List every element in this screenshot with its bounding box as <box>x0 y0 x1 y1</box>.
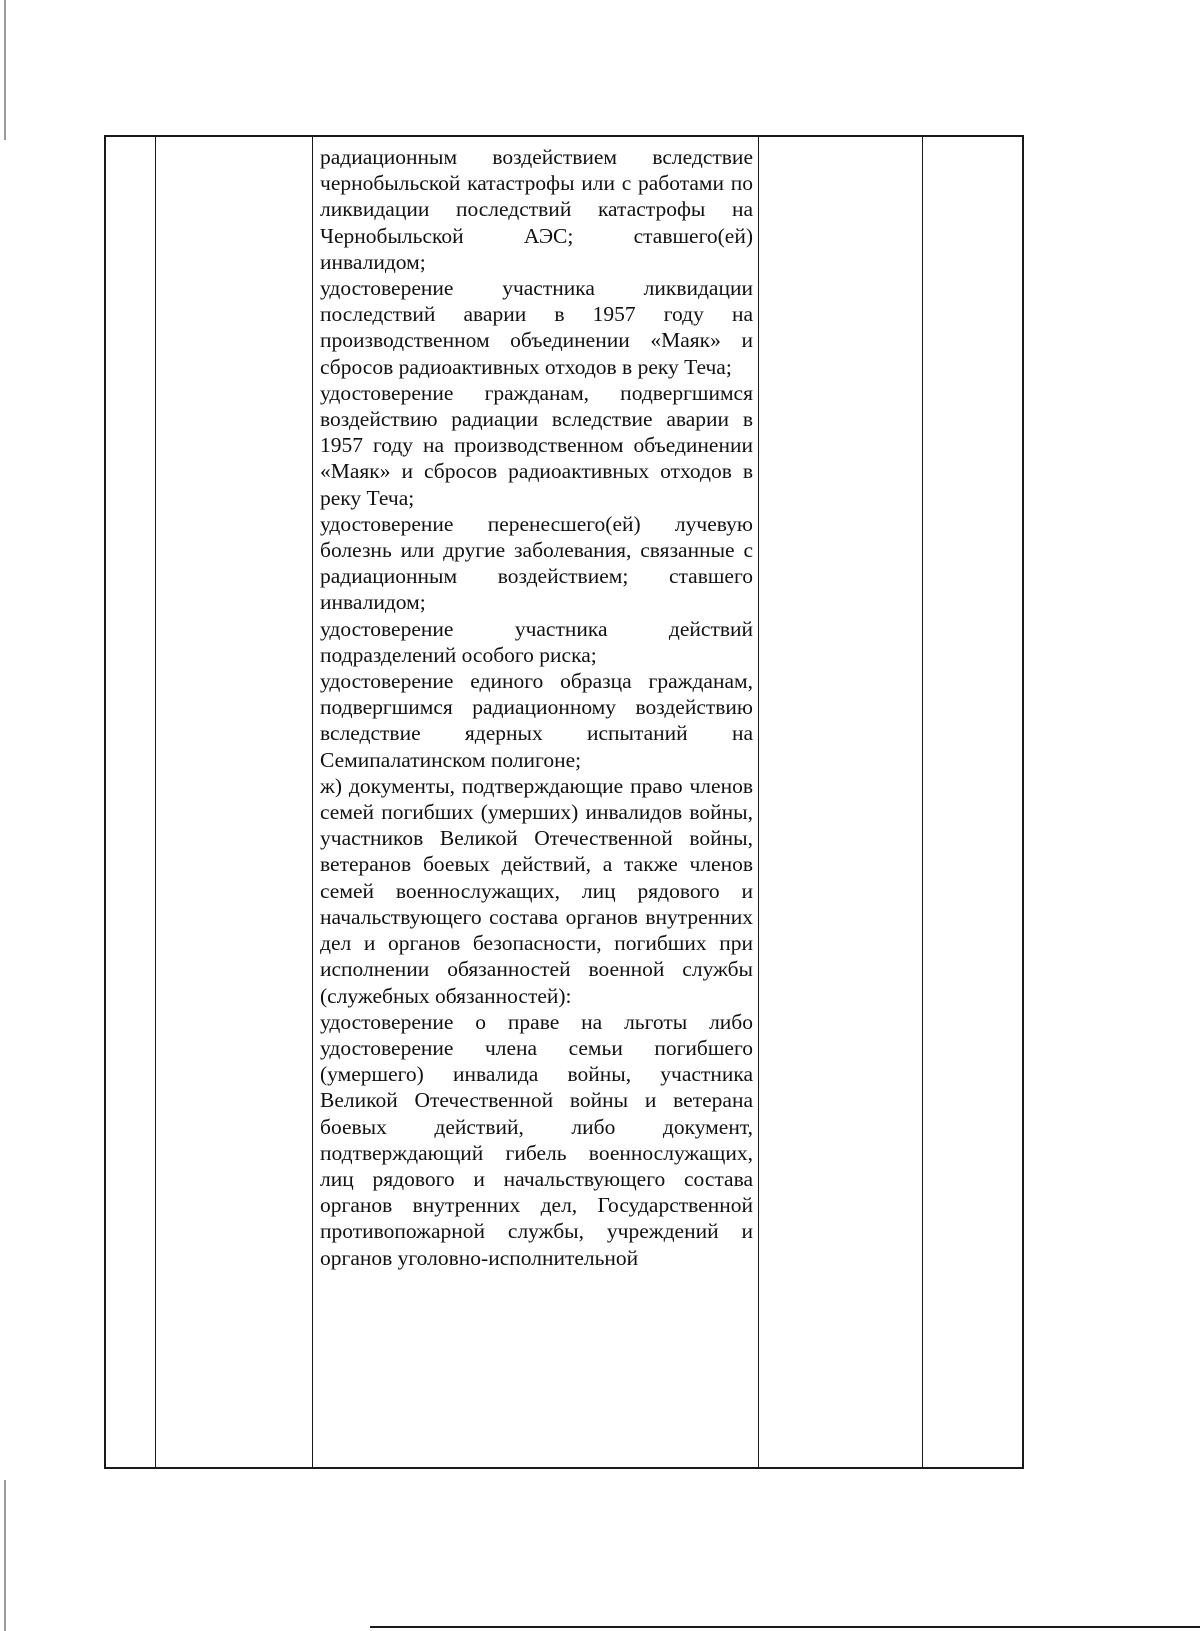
page-edge-mark <box>4 0 6 140</box>
document-paragraph: радиационным воздействием вследствие чернобыльской катастрофы или с работами по ликвидации последствий катастрофы на Чернобыльской АЭС; ставшего(ей) инвалидом; <box>320 145 753 274</box>
document-paragraph: удостоверение о праве на льготы либо удостоверение члена семьи погибшего (умершего) инвалида войны, участника Великой Отечественной войны и ветерана боевых действий, либо документ, подтверждающий гибель военнослужащих, лиц рядового и начальствующего состава органов внутренних дел, Государственной противопожарной службы, учреждений и органов уголовно-исполнительной <box>320 1009 753 1270</box>
column-divider <box>922 137 923 1467</box>
document-paragraph: удостоверение единого образца гражданам, подвергшимся радиационному воздействию вследствие ядерных испытаний на Семипалатинском полигоне; <box>320 669 753 772</box>
document-paragraph: удостоверение участника ликвидации последствий аварии в 1957 году на производственном объединении «Маяк» и сбросов радиоактивных отходов в реку Теча; <box>320 276 753 379</box>
document-text-cell <box>320 144 753 1271</box>
document-paragraph: удостоверение участника действий подразделений особого риска; <box>320 616 753 667</box>
page-bottom-rule <box>370 1626 1200 1628</box>
document-table <box>104 135 1024 1469</box>
document-paragraph: ж) документы, подтверждающие право членов семей погибших (умерших) инвалидов войны, участников Великой Отечественной войны, ветеранов боевых действий, а также членов семей военнослужащих, лиц рядового и начальствующего состава органов внутренних дел и органов безопасности, погибших при исполнении обязанностей военной службы (служебных обязанностей): <box>320 773 753 1008</box>
document-paragraph: удостоверение перенесшего(ей) лучевую болезнь или другие заболевания, связанные с радиационным воздействием; ставшего инвалидом; <box>320 511 753 615</box>
document-paragraph: удостоверение гражданам, подвергшимся воздействию радиации вследствие аварии в 1957 году на производственном объединении «Маяк» и сбросов радиоактивных отходов в реку Теча; <box>320 380 753 510</box>
column-divider <box>155 137 156 1467</box>
page-edge-mark <box>4 1480 6 1631</box>
column-divider <box>758 137 759 1467</box>
column-divider <box>312 137 313 1467</box>
